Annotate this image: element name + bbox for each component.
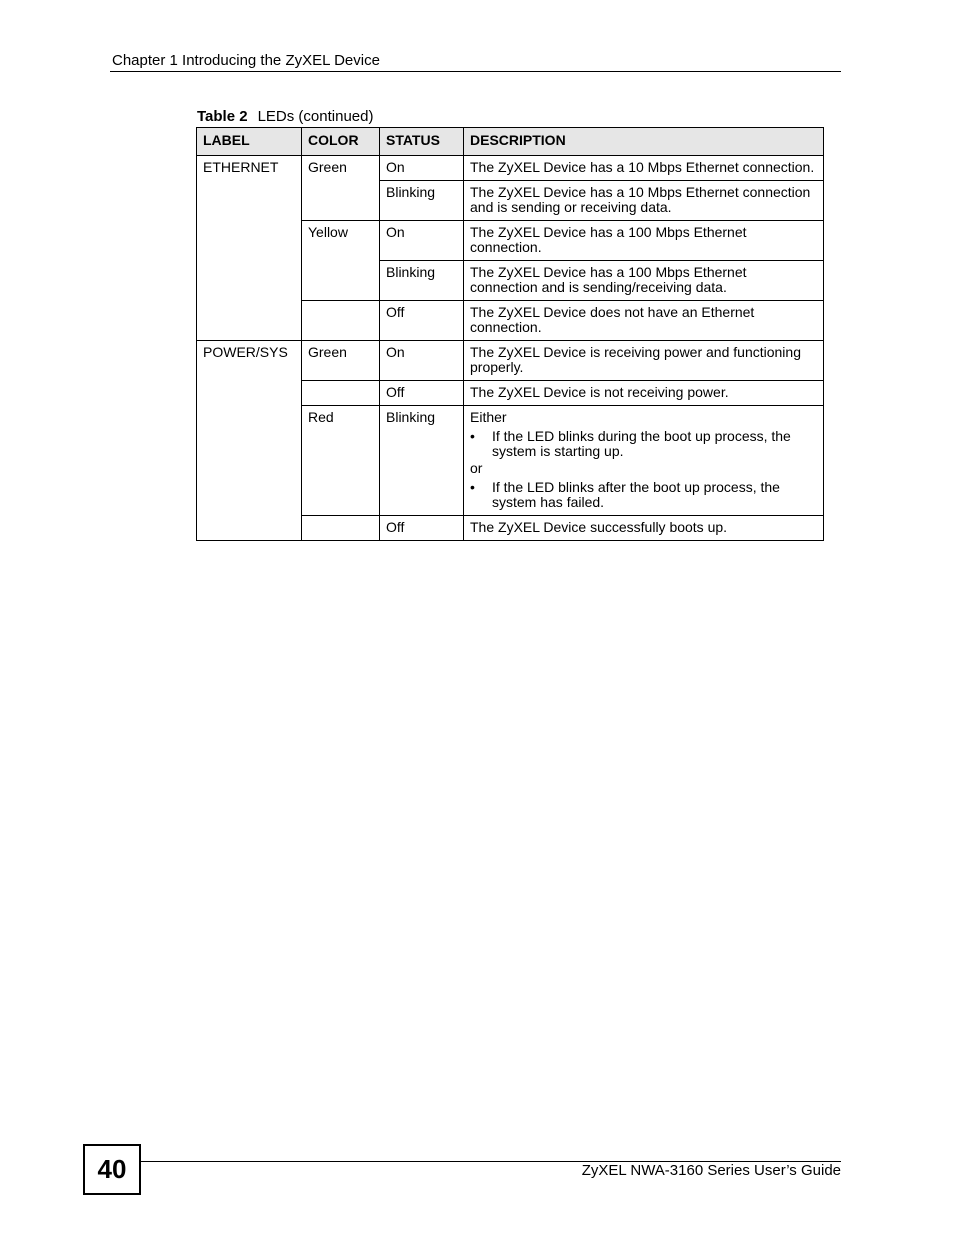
color-cell: Red — [302, 406, 380, 516]
bullet-item — [470, 480, 817, 510]
description-cell: The ZyXEL Device has a 10 Mbps Ethernet connection. — [464, 156, 824, 181]
label-cell-power-sys: POWER/SYS — [197, 341, 302, 541]
header-rule — [110, 71, 841, 72]
bullet-item — [470, 429, 817, 459]
label-cell-ethernet: ETHERNET — [197, 156, 302, 341]
color-cell-empty — [302, 381, 380, 406]
description-cell: The ZyXEL Device successfully boots up. — [464, 516, 824, 541]
color-cell: Green — [302, 156, 380, 221]
column-header-status: STATUS — [380, 128, 464, 156]
color-cell: Green — [302, 341, 380, 381]
table-header-row — [197, 128, 824, 156]
description-or: or — [470, 460, 483, 476]
status-cell: Off — [380, 381, 464, 406]
status-cell: On — [380, 221, 464, 261]
status-cell: Blinking — [380, 406, 464, 516]
description-cell — [464, 406, 824, 516]
color-cell-empty — [302, 516, 380, 541]
page-number: 40 — [83, 1144, 141, 1195]
description-cell: The ZyXEL Device is receiving power and functioning properly. — [464, 341, 824, 381]
status-cell: On — [380, 341, 464, 381]
table-caption-label: Table 2 — [197, 108, 248, 125]
description-cell: The ZyXEL Device is not receiving power. — [464, 381, 824, 406]
status-cell: Blinking — [380, 261, 464, 301]
running-header: Chapter 1 Introducing the ZyXEL Device — [112, 52, 380, 69]
footer-guide-title: ZyXEL NWA-3160 Series User’s Guide — [581, 1162, 841, 1179]
color-cell: Yellow — [302, 221, 380, 301]
table-caption-text: LEDs (continued) — [257, 108, 374, 125]
description-cell: The ZyXEL Device has a 10 Mbps Ethernet connection and is sending or receiving data. — [464, 181, 824, 221]
table-caption — [197, 108, 373, 126]
column-header-label: LABEL — [197, 128, 302, 156]
leds-table — [196, 127, 824, 541]
description-cell: The ZyXEL Device has a 100 Mbps Ethernet connection and is sending/receiving data. — [464, 261, 824, 301]
status-cell: Off — [380, 301, 464, 341]
description-cell: The ZyXEL Device has a 100 Mbps Ethernet connection. — [464, 221, 824, 261]
table-row — [197, 341, 824, 381]
bullet-text: If the LED blinks after the boot up process, the system has failed. — [492, 479, 780, 510]
description-cell: The ZyXEL Device does not have an Ethernet connection. — [464, 301, 824, 341]
column-header-description: DESCRIPTION — [464, 128, 824, 156]
table-row — [197, 156, 824, 181]
status-cell: Off — [380, 516, 464, 541]
description-intro: Either — [470, 409, 507, 425]
bullet-marker: • — [470, 428, 475, 444]
bullet-text: If the LED blinks during the boot up process, the system is starting up. — [492, 428, 791, 459]
column-header-color: COLOR — [302, 128, 380, 156]
status-cell: On — [380, 156, 464, 181]
color-cell-empty — [302, 301, 380, 341]
bullet-marker: • — [470, 479, 475, 495]
status-cell: Blinking — [380, 181, 464, 221]
